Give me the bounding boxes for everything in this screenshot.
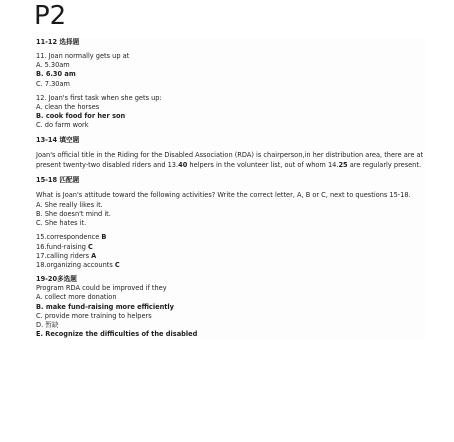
item-answer: A bbox=[91, 251, 97, 260]
item-answer: B bbox=[101, 233, 107, 242]
attitude-option-c: C. She hates it. bbox=[36, 219, 87, 228]
matching-prompt: What is Joan's attitude toward the following activities? Write the correct letter, A, B or C, next to questions 15-18. bbox=[36, 191, 411, 200]
question-12: 12. Joan's first task when she gets up: bbox=[36, 93, 162, 102]
section-heading-11-12: 11-12 选择题 bbox=[36, 38, 80, 46]
item-label: 17.calling riders bbox=[36, 251, 92, 260]
answer-14: 25 bbox=[338, 161, 348, 170]
attitude-option-a: A. She really likes it. bbox=[36, 200, 103, 209]
item-label: 16.fund-raising bbox=[36, 242, 89, 251]
option-12-b: B. cook food for her son bbox=[36, 112, 126, 121]
option-19-e: E. Recognize the difficulties of the disabled bbox=[36, 330, 198, 339]
section-heading-19-20: 19-20多选题 bbox=[36, 275, 77, 284]
option-19-a: A. collect more donation bbox=[36, 293, 117, 302]
answer-13: 40 bbox=[178, 161, 188, 170]
option-19-b: B. make fund-raising more efficiently bbox=[36, 302, 174, 311]
option-11-c: C. 7.30am bbox=[36, 79, 70, 88]
page-title: P2 bbox=[34, 1, 67, 31]
paragraph-text-3: are regularly present. bbox=[347, 161, 422, 170]
matching-item-18 bbox=[36, 261, 426, 270]
section-heading-13-14: 13-14 填空题 bbox=[36, 135, 80, 144]
matching-item-17 bbox=[36, 252, 426, 261]
matching-item-16 bbox=[36, 243, 426, 252]
item-answer: C bbox=[88, 242, 93, 251]
paragraph-text-2: helpers in the volunteer list, out of whom 14. bbox=[187, 161, 339, 170]
option-19-d: D. 暂缺 bbox=[36, 321, 59, 330]
question-19-20: Program RDA could be improved if they bbox=[36, 284, 167, 293]
item-answer: C bbox=[114, 261, 120, 270]
item-label: 15.correspondence bbox=[36, 233, 102, 242]
option-12-c: C. do farm work bbox=[36, 121, 89, 130]
matching-item-15 bbox=[36, 233, 426, 242]
content bbox=[36, 38, 426, 339]
attitude-option-b: B. She doesn't mind it. bbox=[36, 210, 111, 219]
question-11: 11. Joan normally gets up at bbox=[36, 52, 130, 60]
item-label: 18.organizing accounts bbox=[36, 261, 115, 270]
option-11-a: A. 5.30am bbox=[36, 61, 70, 70]
paragraph-text-1: Joan's official title in the Riding for the Disabled Association (RDA) is chairperson,in her distribution area, there are at present twenty-two disabled riders and 13. bbox=[36, 150, 424, 170]
fill-in-paragraph bbox=[36, 150, 426, 171]
option-12-a: A. clean the horses bbox=[36, 103, 100, 112]
option-19-c: C. provide more training to helpers bbox=[36, 311, 152, 320]
section-heading-15-18: 15-18 匹配题 bbox=[36, 176, 80, 185]
option-11-b: B. 6.30 am bbox=[36, 70, 76, 79]
